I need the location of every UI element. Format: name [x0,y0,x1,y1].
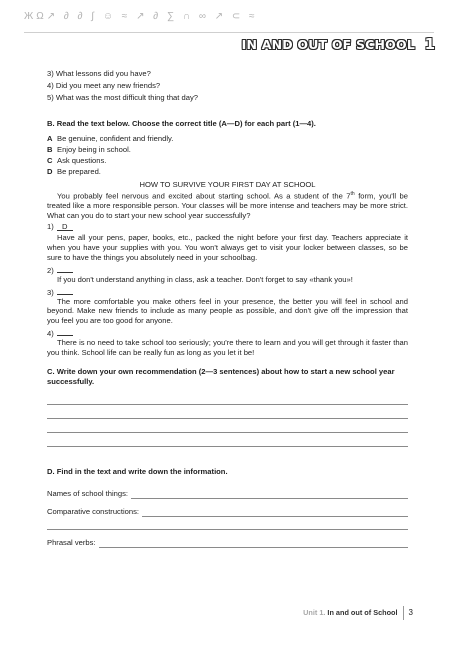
answer-blank[interactable] [57,264,73,273]
part-text: Have all your pens, paper, books, etc., packed the night before your first day. Teachers appreciate it when you have your supplies with you. You won't always get to visit your locker between classes, so be sure to have the things you absolutely need in your schoolbag. [47,233,408,262]
question-item: 5) What was the most difficult thing that day? [47,93,198,102]
answer-line[interactable] [99,539,408,548]
option-text: Ask questions. [57,156,107,165]
part-text: The more comfortable you make others feel in your presence, the better you will feel in school and beyond. Make new friends to include as many people as possible, and don't give off the impression that you feel you are too good for anyone. [47,296,408,326]
part-number: 2) [47,265,54,275]
question-item: 3) What lessons did you have? [47,69,151,78]
field-label: Names of school things: [47,488,129,498]
writing-line[interactable] [47,433,408,447]
part-text: If you don't understand anything in class, ask a teacher. Don't forget to say «thank you»! [57,274,353,284]
option-item [47,145,408,156]
part-number: 1) [47,222,54,232]
article-intro: You probably feel nervous and excited about starting school. As a student of the 7th form, you'll be treated like a more responsible person. Your classes will be more intense and teachers may be more strict. What can you do to start your new school year successfully? [47,191,409,221]
writing-line[interactable] [47,419,408,433]
section-d-title: D. Find in the text and write down the information. [47,466,228,476]
question-item: 4) Did you meet any new friends? [47,81,161,90]
part-number: 4) [47,329,54,339]
answer-line[interactable] [47,517,408,530]
questions-list [47,69,408,105]
option-item [47,167,408,178]
option-text: Be genuine, confident and friendly. [57,134,174,143]
answer-line[interactable] [142,508,408,517]
article-part [47,327,408,358]
info-fields [47,481,408,548]
option-text: Enjoy being in school. [57,145,131,154]
footer-divider [403,606,404,620]
article-part [47,264,408,285]
option-text: Be prepared. [57,167,101,176]
answer-blank[interactable]: D [57,222,73,231]
writing-line[interactable] [47,405,408,419]
answer-blank[interactable] [57,327,73,336]
decorative-doodles: ЖΩ↗ ∂ ∂ ∫ ☺ ≈ ↗ ∂ ∑ ∩ ∞ ↗ ⊂ ≈ [24,11,258,22]
chapter-title: IN AND OUT OF SCHOOL [241,37,415,52]
section-c-title: C. Write down your own recommendation (2—3 sentences) about how to start a new school year successfully. [47,366,395,386]
field-label: Phrasal verbs: [47,537,96,547]
article-part [47,222,408,263]
option-letter: D [47,167,53,176]
part-number: 3) [47,287,54,297]
unit-title: In and out of School [327,608,398,618]
info-field [47,481,408,499]
page-number: 3 [408,607,413,617]
recommendation-lines [47,391,408,447]
unit-label: Unit 1. [303,608,326,618]
title-options [47,134,408,178]
page-footer [303,606,413,620]
option-letter: C [47,156,53,165]
field-label: Comparative constructions: [47,506,140,516]
header-rule [24,32,434,33]
article-title: HOW TO SURVIVE YOUR FIRST DAY AT SCHOOL [139,180,316,189]
article-part [47,286,408,327]
option-letter: A [47,134,53,143]
writing-line[interactable] [47,391,408,405]
option-item [47,156,408,167]
option-letter: B [47,145,53,154]
page-content [47,69,408,548]
info-field [47,530,408,548]
chapter-number: 1 [424,35,435,53]
page-header [0,0,455,62]
part-text: There is no need to take school too seriously; you're there to learn and you will get through it faster than you think. School life can be really fun as long as you let it be! [47,338,408,357]
info-field [47,499,408,517]
option-item [47,134,408,145]
section-b-title: B. Read the text below. Choose the correct title (A—D) for each part (1—4). [47,119,316,128]
answer-line[interactable] [131,490,408,499]
answer-blank[interactable] [57,286,73,295]
